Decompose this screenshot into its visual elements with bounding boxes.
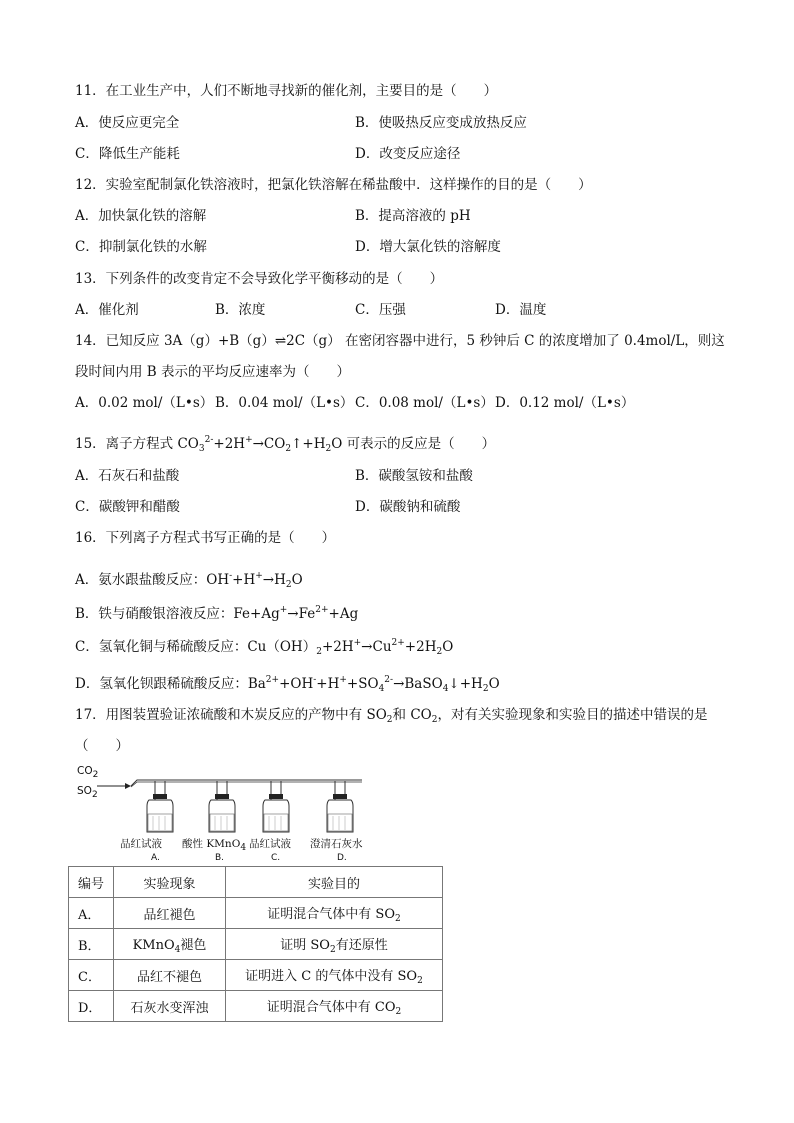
row-purpose: 证明进入 C 的气体中没有 $SO_2$ xyxy=(226,960,443,991)
q17-stem-line1: 17．用图装置验证浓硫酸和木炭反应的产物中有 $SO_2$和 $CO_2$，对有关实验现象和实验目的描述中错误的是 xyxy=(75,707,708,725)
q14-option-b[interactable]: B．0.04 mol/（L•s） xyxy=(215,395,354,411)
row-num: D． xyxy=(69,991,114,1022)
connecting-tube xyxy=(131,780,362,786)
q16-option-a[interactable]: A．氨水跟盐酸反应：$OH^-+H^+\to H_2O$ xyxy=(75,571,303,590)
q13-option-c[interactable]: C．压强 xyxy=(355,302,406,318)
header-phenomenon: 实验现象 xyxy=(114,867,226,898)
row-num: B． xyxy=(69,929,114,960)
row-purpose: 证明混合气体中有 $CO_2$ xyxy=(226,991,443,1022)
table-row xyxy=(69,960,443,991)
header-num: 编号 xyxy=(69,867,114,898)
q11-option-a[interactable]: A．使反应更完全 xyxy=(75,115,180,131)
q13-option-b[interactable]: B．浓度 xyxy=(215,302,266,318)
row-phenomenon: KMnO$_4$褪色 xyxy=(114,929,226,960)
q11-stem: 11．在工业生产中，人们不断地寻找新的催化剂，主要目的是（ ） xyxy=(75,83,498,99)
row-purpose: 证明 $SO_2$有还原性 xyxy=(226,929,443,960)
q13-option-d[interactable]: D．温度 xyxy=(495,302,547,318)
row-phenomenon: 品红不褪色 xyxy=(114,960,226,991)
bottle-c xyxy=(263,781,289,832)
table-row xyxy=(69,898,443,929)
row-num: C． xyxy=(69,960,114,991)
q14-option-a[interactable]: A．0.02 mol/（L•s） xyxy=(75,395,214,411)
row-purpose: 证明混合气体中有 $SO_2$ xyxy=(226,898,443,929)
gas-label-co2: $CO_2$ xyxy=(77,765,99,780)
inlet-arrow-head xyxy=(125,783,131,789)
q12-option-d[interactable]: D．增大氯化铁的溶解度 xyxy=(355,239,501,255)
bottle-a xyxy=(147,781,173,832)
gas-label-so2: $SO_2$ xyxy=(77,785,98,800)
q12-stem: 12．实验室配制氯化铁溶液时，把氯化铁溶解在稀盐酸中．这样操作的目的是（ ） xyxy=(75,177,592,193)
q12-option-c[interactable]: C．抑制氯化铁的水解 xyxy=(75,239,207,255)
q15-option-b[interactable]: B．碳酸氢铵和盐酸 xyxy=(355,468,473,484)
caption-b: 酸性 KMnO$_4$ xyxy=(182,838,247,853)
q14-option-c[interactable]: C．0.08 mol/（L•s） xyxy=(355,395,494,411)
caption-c: 品红试液 xyxy=(249,838,291,850)
bottle-d xyxy=(327,781,353,832)
wash-bottles-svg xyxy=(75,760,375,840)
q12-option-a[interactable]: A．加快氯化铁的溶解 xyxy=(75,208,207,224)
table-header-row xyxy=(69,867,443,898)
table-row xyxy=(69,991,443,1022)
q16-option-c[interactable]: C．氢氧化铜与稀硫酸反应：$Cu(OH)_2+2H^+\to Cu^{2+}+2H_2O$ xyxy=(75,638,454,657)
table-row xyxy=(69,929,443,960)
q17-table xyxy=(68,866,443,1022)
q16-stem: 16．下列离子方程式书写正确的是（ ） xyxy=(75,530,336,546)
caption-d: 澄清石灰水 xyxy=(310,838,363,850)
row-phenomenon: 石灰水变浑浊 xyxy=(114,991,226,1022)
row-phenomenon: 品红褪色 xyxy=(114,898,226,929)
q11-option-c[interactable]: C．降低生产能耗 xyxy=(75,146,180,162)
bottle-b xyxy=(209,781,235,832)
q11-option-d[interactable]: D．改变反应途径 xyxy=(355,146,461,162)
q15-option-a[interactable]: A．石灰石和盐酸 xyxy=(75,468,180,484)
q13-stem: 13．下列条件的改变肯定不会导致化学平衡移动的是（ ） xyxy=(75,271,444,287)
letter-b: B. xyxy=(215,853,225,863)
letter-d: D. xyxy=(337,853,347,863)
q17-stem-line2: （ ） xyxy=(75,738,129,754)
caption-a: 品红试液 xyxy=(120,838,162,850)
row-num: A． xyxy=(69,898,114,929)
q15-option-c[interactable]: C．碳酸钾和醋酸 xyxy=(75,499,180,515)
q16-option-d[interactable]: D．氢氧化钡跟稀硫酸反应：$Ba^{2+}+OH^-+H^++SO_4^{2-}\to BaSO_4↓+H_2O$ xyxy=(75,675,500,694)
connecting-tube-inner xyxy=(131,782,362,787)
q13-option-a[interactable]: A．催化剂 xyxy=(75,302,139,318)
q16-option-b[interactable]: B．铁与硝酸银溶液反应：$Fe+Ag^+\to Fe^{2+}+Ag$ xyxy=(75,605,359,622)
q14-stem-line2: 段时间内用 B 表示的平均反应速率为（ ） xyxy=(75,364,351,380)
letter-a: A. xyxy=(151,853,160,863)
q15-option-d[interactable]: D．碳酸钠和硫酸 xyxy=(355,499,461,515)
q12-option-b[interactable]: B．提高溶液的 pH xyxy=(355,208,471,224)
q14-stem-line1: 14．已知反应 3A（g）+B（g）⇌2C（g） 在密闭容器中进行，5 秒钟后 C 的浓度增加了 0.4mol/L，则这 xyxy=(75,333,725,349)
header-purpose: 实验目的 xyxy=(226,867,443,898)
letter-c: C. xyxy=(271,853,281,863)
q14-option-d[interactable]: D．0.12 mol/（L•s） xyxy=(495,395,635,411)
q11-option-b[interactable]: B．使吸热反应变成放热反应 xyxy=(355,115,527,131)
q15-stem: 15．离子方程式 $CO_3^{2-}+2H^+\to CO_2↑+H_2O$ 可表示的反应是（ ） xyxy=(75,435,496,454)
